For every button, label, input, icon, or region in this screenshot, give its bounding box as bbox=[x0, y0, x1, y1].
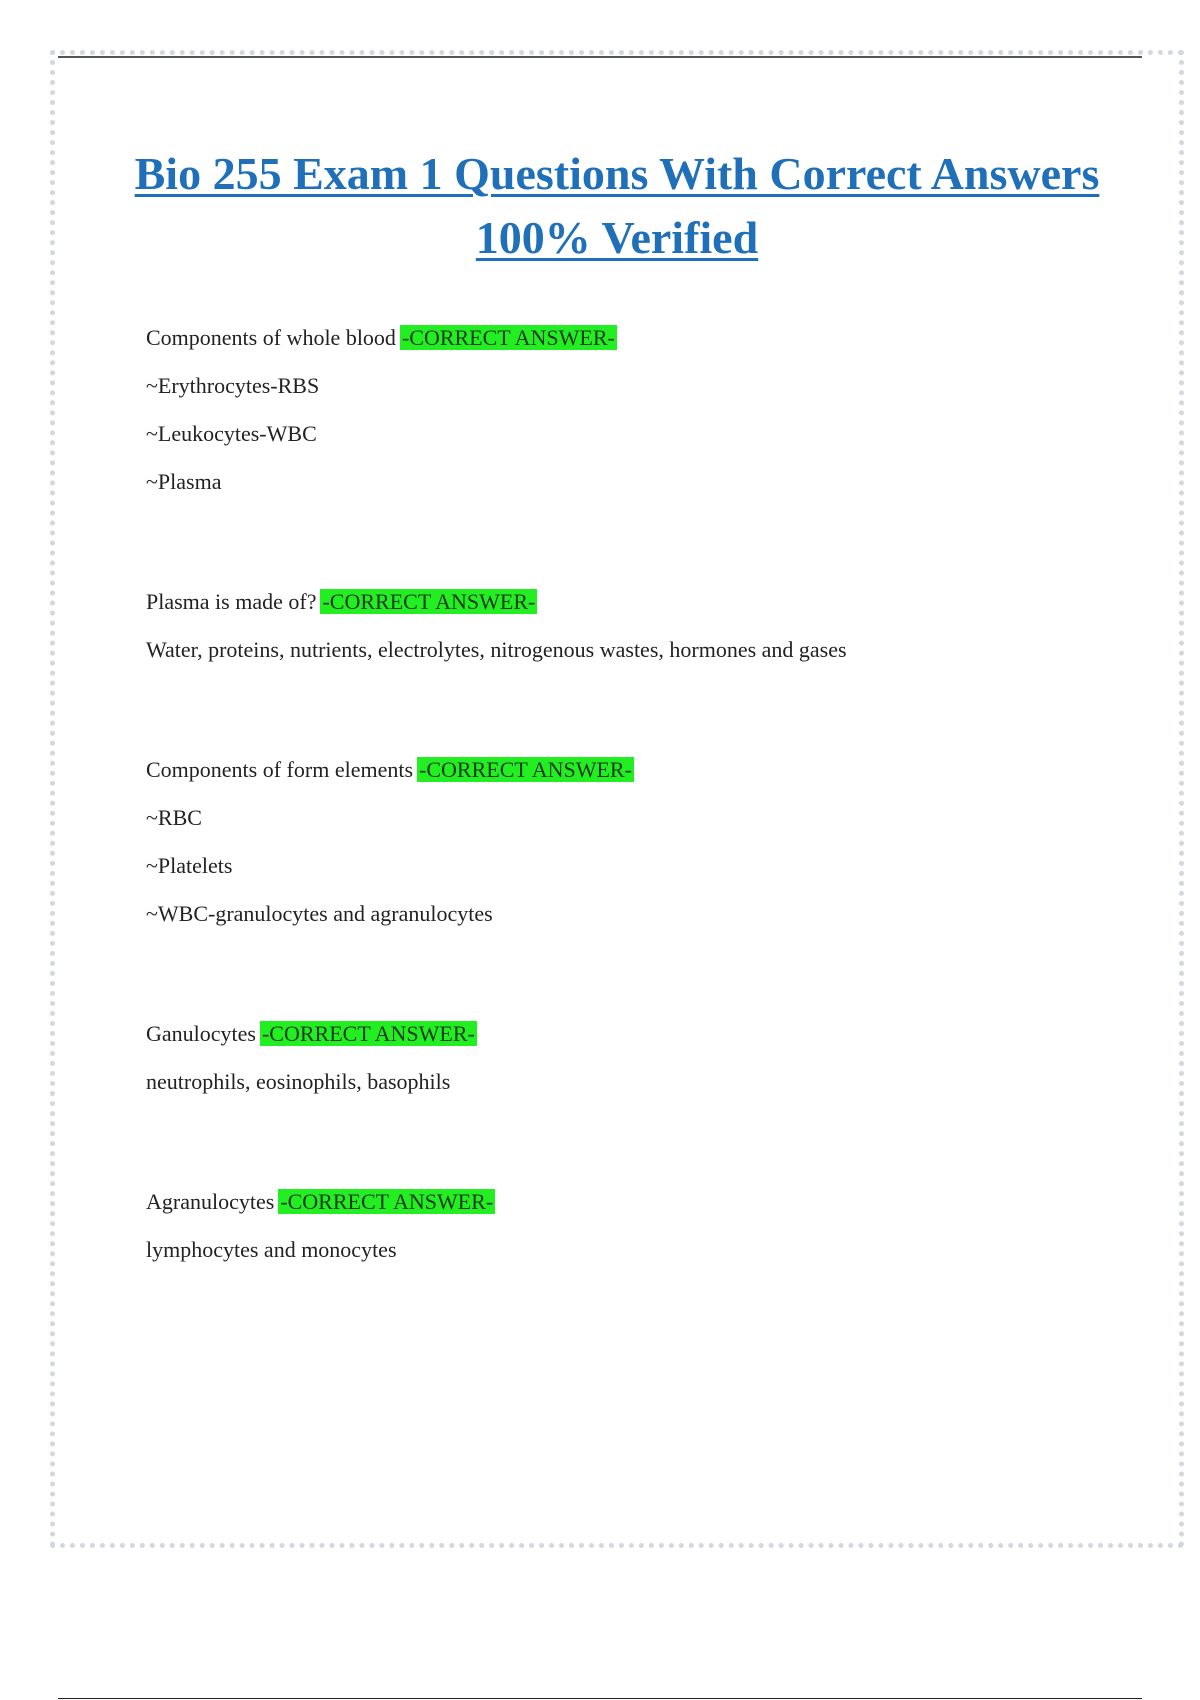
correct-answer-tag: -CORRECT ANSWER- bbox=[280, 1189, 494, 1214]
document-title: Bio 255 Exam 1 Questions With Correct Answers 100% Verified bbox=[134, 148, 1100, 263]
answer-line: lymphocytes and monocytes bbox=[146, 1237, 397, 1262]
answer-line: ~Plasma bbox=[146, 469, 222, 494]
question-line bbox=[146, 1190, 1146, 1214]
qa-item bbox=[146, 1190, 1146, 1262]
question-line bbox=[146, 1022, 1146, 1046]
qa-item bbox=[146, 590, 1146, 662]
question-line bbox=[146, 326, 1146, 350]
qa-item bbox=[146, 326, 1146, 494]
answer-line: ~WBC-granulocytes and agranulocytes bbox=[146, 901, 493, 926]
answer-line: ~Platelets bbox=[146, 853, 233, 878]
answer-line: neutrophils, eosinophils, basophils bbox=[146, 1069, 451, 1094]
qa-list bbox=[146, 326, 1146, 1262]
question-text: Components of form elements bbox=[146, 757, 414, 782]
question-text: Plasma is made of? bbox=[146, 589, 317, 614]
question-line bbox=[146, 758, 1146, 782]
question-text: Components of whole blood bbox=[146, 325, 396, 350]
question-line bbox=[146, 590, 1146, 614]
qa-item bbox=[146, 758, 1146, 926]
header-rule bbox=[58, 56, 1142, 58]
answer-line: Water, proteins, nutrients, electrolytes, nitrogenous wastes, hormones and gases bbox=[146, 637, 847, 662]
qa-item bbox=[146, 1022, 1146, 1094]
footer-rule bbox=[58, 1698, 1142, 1699]
answer-line: ~RBC bbox=[146, 805, 202, 830]
correct-answer-tag: -CORRECT ANSWER- bbox=[401, 325, 615, 350]
question-text: Agranulocytes bbox=[146, 1189, 275, 1214]
question-text: Ganulocytes bbox=[146, 1021, 256, 1046]
correct-answer-tag: -CORRECT ANSWER- bbox=[419, 757, 632, 782]
answer-line: ~Erythrocytes-RBS bbox=[146, 373, 320, 398]
correct-answer-tag: -CORRECT ANSWER- bbox=[261, 1021, 475, 1046]
correct-answer-tag: -CORRECT ANSWER- bbox=[322, 589, 536, 614]
answer-line: ~Leukocytes-WBC bbox=[146, 421, 317, 446]
